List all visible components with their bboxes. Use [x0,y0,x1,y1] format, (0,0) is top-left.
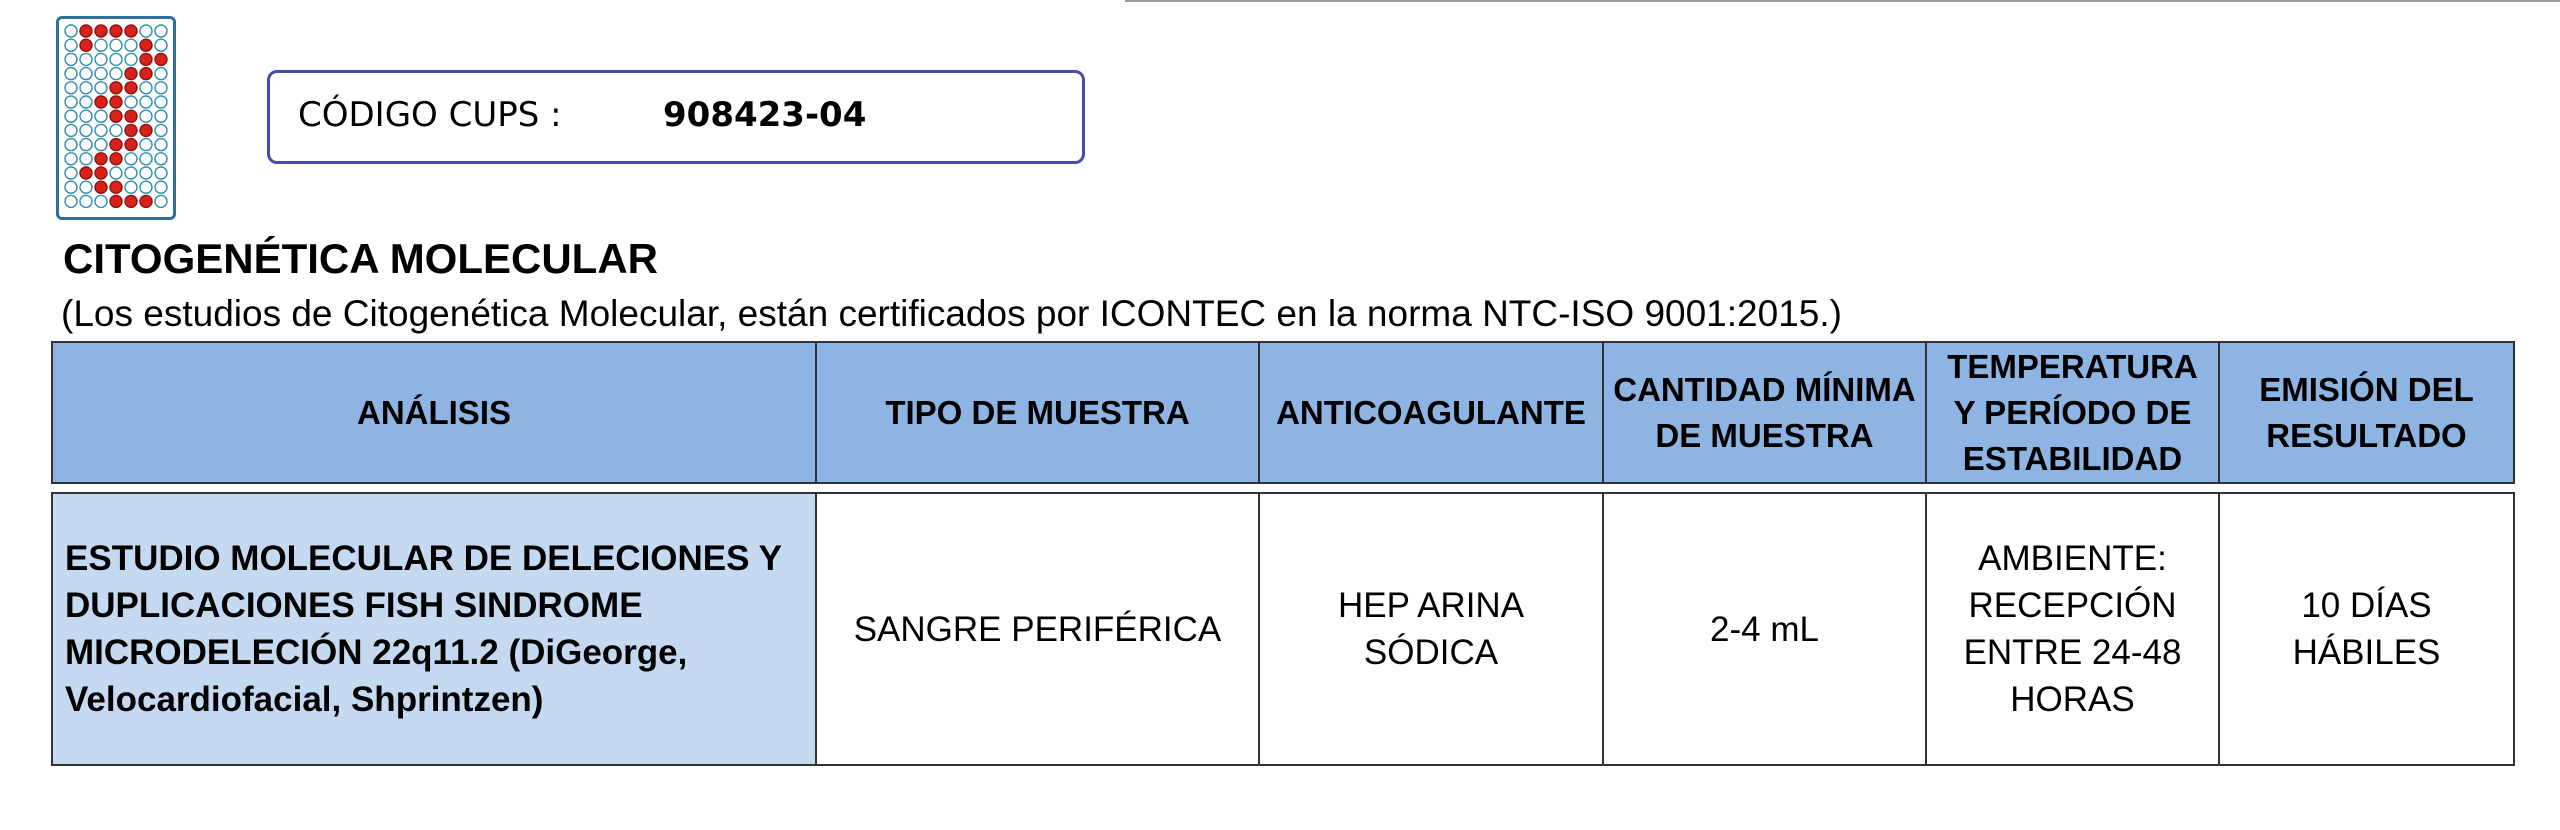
cell-anticoagulante: HEP ARINA SÓDICA [1259,493,1603,765]
table-header-row [52,342,2514,483]
cups-code-label: CÓDIGO CUPS : [298,95,562,135]
logo-bead [110,139,122,151]
logo-bead [80,167,92,179]
logo-bead [110,53,122,65]
logo-bead [65,96,77,108]
logo-bead [155,195,167,207]
logo-bead [80,68,92,80]
logo-bead [80,96,92,108]
logo-bead [140,68,152,80]
logo-bead [110,25,122,37]
top-divider [1125,0,2560,2]
logo-bead [125,25,137,37]
logo-bead [65,53,77,65]
logo-bead [65,181,77,193]
section-title: CITOGENÉTICA MOLECULAR [63,235,658,282]
logo-bead [110,195,122,207]
logo-bead [95,39,107,51]
logo-bead [140,39,152,51]
logo-bead [80,153,92,165]
logo-bead [80,110,92,122]
logo-bead [155,82,167,94]
logo-bead [95,153,107,165]
logo-bead [65,124,77,136]
logo-bead [140,82,152,94]
logo-bead [155,25,167,37]
logo-bead [80,181,92,193]
logo-bead [95,124,107,136]
logo-bead [140,96,152,108]
logo-bead [95,110,107,122]
logo-bead [95,53,107,65]
logo-bead [80,82,92,94]
logo-bead [65,110,77,122]
logo-bead [65,167,77,179]
logo-bead [140,139,152,151]
cell-cantidad: 2-4 mL [1603,493,1926,765]
logo-bead [110,39,122,51]
logo-bead [125,82,137,94]
logo-bead [80,53,92,65]
logo-bead [95,167,107,179]
logo-bead [65,68,77,80]
logo-bead [95,96,107,108]
cups-code-box [267,70,1085,164]
logo-bead [155,167,167,179]
logo-bead [80,25,92,37]
logo-bead [110,110,122,122]
logo-bead [125,53,137,65]
logo-bead [110,181,122,193]
logo-bead [95,139,107,151]
logo-bead [65,139,77,151]
logo-bead [155,124,167,136]
logo-bead [110,96,122,108]
column-header-emision: EMISIÓN DEL RESULTADO [2219,342,2514,483]
logo-bead [65,195,77,207]
logo-bead [140,167,152,179]
logo-bead [95,195,107,207]
column-header-tipo-muestra: TIPO DE MUESTRA [816,342,1259,483]
logo-bead [125,39,137,51]
cups-code-value: 908423-04 [663,95,867,135]
logo-bead [125,153,137,165]
logo-bead [80,124,92,136]
logo-bead [125,124,137,136]
logo-bead [140,195,152,207]
certification-note: (Los estudios de Citogenética Molecular, están certificados por ICONTEC en la norma NTC-ISO 9001:2015.) [61,293,1842,334]
test-info-table [51,341,2515,766]
logo-bead [125,68,137,80]
logo-bead [155,39,167,51]
column-header-temperatura: TEMPERATURA Y PERÍODO DE ESTABILIDAD [1926,342,2219,483]
logo-bead [155,68,167,80]
logo-bead [65,25,77,37]
logo-bead [110,68,122,80]
logo-bead [95,25,107,37]
logo-bead [125,195,137,207]
logo-bead [65,153,77,165]
logo-bead [155,181,167,193]
logo-bead [155,53,167,65]
logo-bead [65,39,77,51]
logo-bead [110,124,122,136]
logo-bead [65,82,77,94]
logo-bead [95,181,107,193]
logo-bead [125,167,137,179]
cell-emision: 10 DÍAS HÁBILES [2219,493,2514,765]
logo-bead [140,25,152,37]
logo-bead [140,110,152,122]
logo-graphic [59,19,173,217]
logo-bead [110,82,122,94]
logo-bead [155,96,167,108]
logo-bead [140,181,152,193]
column-header-cantidad: CANTIDAD MÍNIMA DE MUESTRA [1603,342,1926,483]
logo-bead [80,139,92,151]
cell-analisis: ESTUDIO MOLECULAR DE DELECIONES Y DUPLICACIONES FISH SINDROME MICRODELECIÓN 22q11.2 (DiGeorge, Velocardiofacial, Shprintzen) [52,493,816,765]
logo-bead [110,153,122,165]
column-header-anticoagulante: ANTICOAGULANTE [1259,342,1603,483]
logo-bead [125,139,137,151]
logo-bead [80,39,92,51]
chromosome-bead-logo-icon [56,16,176,220]
logo-bead [155,139,167,151]
logo-bead [110,167,122,179]
logo-bead [140,124,152,136]
table-row [52,493,2514,765]
logo-bead [155,153,167,165]
logo-bead [140,153,152,165]
logo-bead [80,195,92,207]
logo-bead [95,82,107,94]
cell-temperatura: AMBIENTE: RECEPCIÓN ENTRE 24-48 HORAS [1926,493,2219,765]
logo-bead [155,110,167,122]
logo-bead [95,68,107,80]
cell-tipo-muestra: SANGRE PERIFÉRICA [816,493,1259,765]
column-header-analisis: ANÁLISIS [52,342,816,483]
logo-bead [125,110,137,122]
logo-bead [125,181,137,193]
logo-bead [140,53,152,65]
table-spacer [52,483,2514,493]
logo-bead [125,96,137,108]
